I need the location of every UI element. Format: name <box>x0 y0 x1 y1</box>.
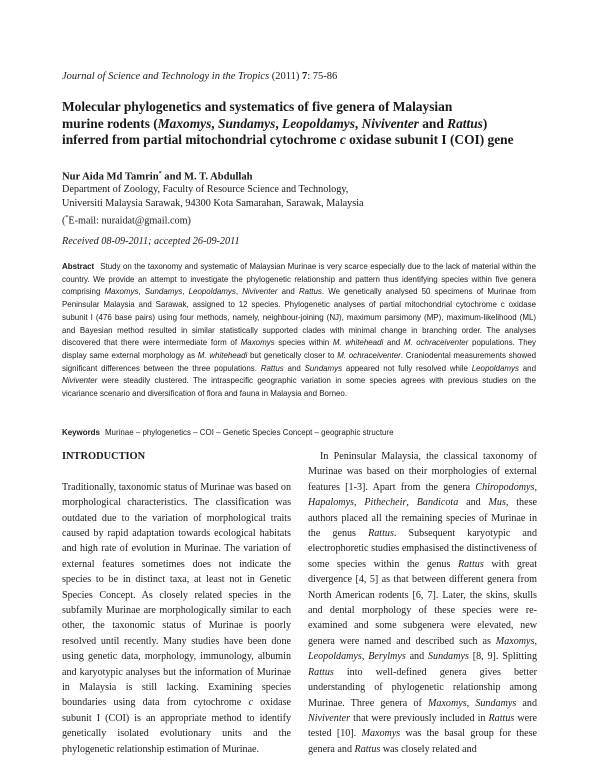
species-name: Rattus <box>354 743 381 755</box>
species-name: Hapalomys <box>308 497 354 509</box>
species-name: Niviventer <box>308 712 351 724</box>
author-email <box>62 211 542 228</box>
species-name: Sundamys <box>304 363 343 373</box>
keywords <box>62 427 536 440</box>
title-text: ) <box>482 115 488 131</box>
journal-name: Journal of Science and Technology in the Tropics <box>62 71 270 82</box>
title-text: inferred from partial mitochondrial cytochrome <box>62 132 340 148</box>
paragraph-text: were tested [10]. <box>308 712 538 740</box>
affiliation-line: Universiti Malaysia Sarawak, 94300 Kota Samarahan, Sarawak, Malaysia <box>62 198 364 209</box>
affiliation-line: Department of Zoology, Faculty of Resource Science and Technology, <box>62 184 349 195</box>
paragraph-text: oxidase subunit I (COI) is an appropriate method to identify genetically isolated evolutionary units and the phylogenetic relationship estimation of Murinae. <box>62 697 291 755</box>
abstract-text: and <box>383 338 404 348</box>
title-line-1: Molecular phylogenetics and systematics of five genera of Malaysian <box>62 99 453 114</box>
author-name: Nur Aida Md Tamrin <box>62 171 159 183</box>
species-name: Rattus <box>260 363 284 373</box>
title-genus: Maxomys <box>157 115 212 131</box>
species-name: M. whiteheadi <box>197 350 248 360</box>
paragraph-text: and <box>405 651 428 663</box>
species-name: Mus <box>488 497 506 509</box>
species-name: Niviventer <box>242 287 278 297</box>
title-text: oxidase subunit I (COI) gene <box>345 132 514 148</box>
abstract-text: . We genetically analysed 50 specimens of Murinae from Peninsular Malaysia and Sarawak, assigned to 12 species. Phylogenetic analyses of partial mitochondrial cytochrome c oxidase subunit I (476 base pairs) using four methods, namely, neighbour-joining (NJ), maximum parsimony (MP), maximum-likelihood (ML) and Bayesian method resulted in similar statistically supported clades with minimal change in branching order. The analyses discovered that there were intermediate form of <box>62 287 536 348</box>
paragraph-text: , <box>361 651 369 663</box>
species-name: Rattus <box>368 528 394 540</box>
corresponding-mark: * <box>158 171 162 177</box>
paragraph-text: , <box>353 497 365 509</box>
abstract-text: Study on the taxonomy and systematic of Malaysian Murinae is very scarce especially due to the lack of material within the country. We provide an attempt to investigate the phylogenetic relationship and pattern thus identifying species within five genera comprising <box>62 262 536 297</box>
title-genus: Leopoldamys <box>282 115 355 131</box>
paragraph <box>308 449 537 757</box>
paragraph-text: , <box>406 497 417 509</box>
species-name: Leopoldamys <box>188 287 236 297</box>
title-text: , <box>211 115 218 131</box>
abstract-text: but genetically closer to <box>247 350 338 360</box>
corresponding-mark: * <box>65 215 69 221</box>
species-name: Maxomys <box>104 287 139 297</box>
species-name: Rattus <box>457 558 484 570</box>
species-name: Maxomys <box>240 338 275 348</box>
species-name: Leopoldamys <box>308 651 362 663</box>
abstract-text: . Craniodental measurements showed significant differences between the three populations. <box>62 350 536 373</box>
body-column-right <box>308 449 537 757</box>
email-text: E-mail: nuraidat@gmail.com) <box>68 215 191 227</box>
journal-pages: : 75-86 <box>307 71 338 82</box>
title-text: c <box>339 132 346 148</box>
species-name: Rattus <box>488 712 515 724</box>
abstract-text: and <box>277 287 299 297</box>
paragraph-text: Traditionally, taxonomic status of Murinae was based on morphological characteristics. The classification was outdated due to the variation of morphological traits caused by rapid adaptation towards ecological habitats and high rate of evolution in Murinae. The variation of external features sometimes does not indicate the species to be in distinct taxa, at least not in Genetic Species Concept. As closely related species in the subfamily Murinae are morphologically similar to each other, the taxonomic status of Murinae is poorly resolved until recently. Many studies have been done using genetic data, morphology, immunology, albumin and karyotypic analyses but the information of Murinae in Malaysia is still lacking. Examining species boundaries using data from cytochrome <box>62 481 291 709</box>
abstract-text: species within <box>274 338 333 348</box>
paragraph-text: , <box>466 697 476 709</box>
paragraph-text: . Subsequent karyotypic and electrophoretic studies emphasised the distinctiveness of some species within the genus <box>308 528 537 570</box>
species-name: Maxomys <box>495 635 535 647</box>
abstract-text: and <box>283 363 305 373</box>
title-text: , <box>354 115 362 131</box>
abstract-text: and <box>518 363 536 373</box>
species-name: Rattus <box>298 287 322 297</box>
title-genus: Sundamys <box>218 115 276 131</box>
journal-volume: 7 <box>302 71 308 82</box>
species-name: Chiropodomys <box>475 481 535 493</box>
author-list <box>62 167 542 185</box>
species-name: Rattus <box>308 666 334 678</box>
abstract-heading: Abstract <box>62 262 95 271</box>
species-name: Bandicota <box>416 497 459 509</box>
abstract-text: were steadily clustered. The intraspecific geographic variation in some species agrees with previous studies on the vicariance scenario and diversification of flora and fauna in Malaysia and Borneo. <box>62 376 536 399</box>
paragraph-text: was the basal group for these genera and <box>308 728 538 755</box>
title-genus: Niviventer <box>361 115 419 131</box>
title-text: murine rodents ( <box>62 115 158 131</box>
title-genus: Rattus <box>447 115 483 131</box>
abstract-text: , <box>138 287 145 297</box>
abstract-text: , <box>182 287 189 297</box>
paragraph-text: c <box>248 697 253 709</box>
paragraph-text: into well-defined genera gives better understanding of phylogenetic relationship among Murinae. Three genera of <box>308 666 537 709</box>
received-dates: Received 08-09-2011; accepted 26-09-2011 <box>62 236 240 247</box>
keywords-heading: Keywords <box>62 428 100 437</box>
paragraph-text: that were previously included in <box>350 712 489 724</box>
paragraph-text: , <box>534 635 537 647</box>
author-connector: and <box>161 171 185 183</box>
abstract-text: , <box>235 287 243 297</box>
abstract-text: populations. They display same external morphology as <box>62 338 536 360</box>
paragraph <box>62 480 291 757</box>
species-name: Sundamys <box>475 697 517 709</box>
journal-citation <box>62 70 542 84</box>
paragraph-text: , <box>534 481 537 493</box>
species-name: M. whiteheadi <box>332 338 384 348</box>
affiliation <box>62 183 542 228</box>
species-name: Maxomys <box>361 728 401 740</box>
abstract-text: appeared not fully resolved while <box>342 363 472 373</box>
paragraph-text: with great divergence [4, 5] as that between different genera from North American rodents [6, 7]. Later, the skins, skulls and dental morphology of these species were re-examined and some subgenera were elevated, new genera were named and described such as <box>308 558 537 647</box>
paragraph-text: and <box>516 697 537 709</box>
body-column-left <box>62 449 291 757</box>
species-name: M. ochraceiventer <box>403 338 469 348</box>
species-name: Leopoldamys <box>471 363 519 373</box>
paragraph-text: was closely related and <box>380 743 477 755</box>
abstract <box>62 261 536 401</box>
species-name: Pithecheir <box>364 497 407 509</box>
paragraph-text: [8, 9]. Splitting <box>468 651 537 663</box>
paragraph-text: , these authors placed all the remaining species of Murinae in the genus <box>308 497 537 540</box>
paragraph-text: In Peninsular Malaysia, the classical taxonomy of Murinae was based on their morphologies of external features [1-3]. Apart from the genera <box>308 451 537 493</box>
species-name: Niviventer <box>62 376 98 386</box>
author-name: M. T. Abdullah <box>184 171 253 183</box>
species-name: M. ochraceiventer <box>337 350 401 360</box>
section-heading-introduction: INTRODUCTION <box>62 451 146 462</box>
title-text: and <box>418 115 448 131</box>
paper-title <box>62 99 542 149</box>
species-name: Berylmys <box>368 651 406 663</box>
email-paren: ( <box>62 215 66 227</box>
journal-year: (2011) <box>271 71 300 82</box>
species-name: Sundamys <box>427 651 469 663</box>
species-name: Maxomys <box>427 697 467 709</box>
paragraph-text: and <box>458 497 489 509</box>
keywords-text: Murinae – phylogenetics – COI – Genetic Species Concept – geographic structure <box>104 428 394 437</box>
title-text: , <box>275 115 283 131</box>
species-name: Sundamys <box>144 287 183 297</box>
